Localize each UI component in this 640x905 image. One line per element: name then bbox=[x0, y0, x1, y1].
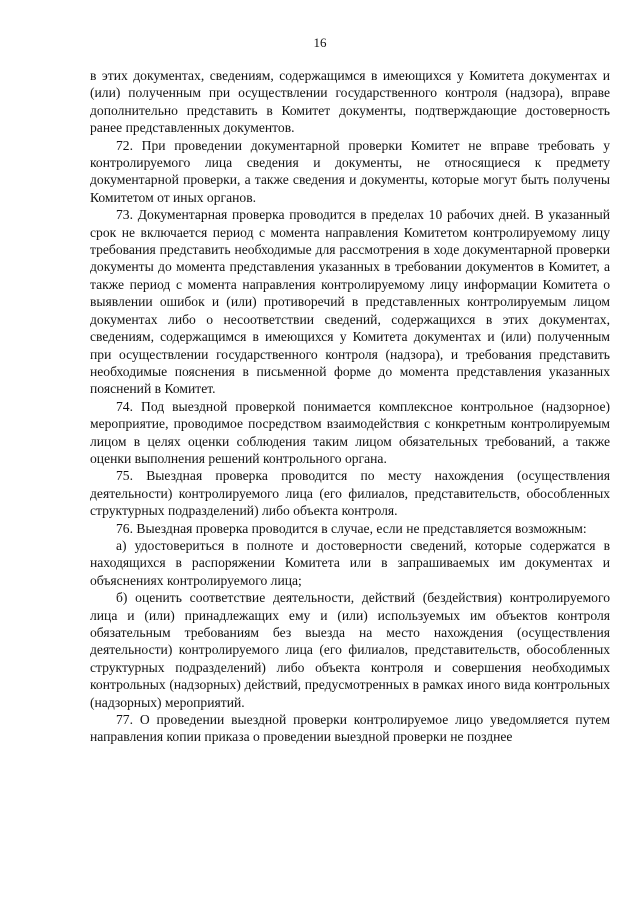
paragraph-continuation: в этих документах, сведениям, содержащимся в имеющихся у Комитета документах и (или) полученным при осуществлении государственного контроля (надзора), вправе дополнительно представить в Комитет документы, подтверждающие достоверность ранее представленных документов. bbox=[90, 68, 610, 136]
paragraph-75: 75. Выездная проверка проводится по месту нахождения (осуществления деятельности) контролируемого лица (его филиалов, представительств, обособленных структурных подразделений) либо объекта контроля. bbox=[90, 468, 610, 519]
page-number: 16 bbox=[313, 35, 327, 50]
document-body bbox=[90, 67, 610, 746]
paragraph-76-item-a: а) удостовериться в полноте и достоверности сведений, которые содержатся в находящихся в распоряжении Комитета или в запрашиваемых им документах и объяснениях контролируемого лица; bbox=[90, 537, 610, 588]
paragraph-77: 77. О проведении выездной проверки контролируемое лицо уведомляется путем направления копии приказа о проведении выездной проверки не позднее bbox=[90, 712, 610, 745]
paragraph-76: 76. Выездная проверка проводится в случае, если не представляется возможным: bbox=[116, 520, 587, 536]
paragraph-74: 74. Под выездной проверкой понимается комплексное контрольное (надзорное) мероприятие, проводимое посредством взаимодействия с конкретным контролируемым лицом в целях оценки соблюдения таким лицом обязательных требований, а также оценки выполнения решений контрольного органа. bbox=[90, 398, 610, 466]
paragraph-73: 73. Документарная проверка проводится в пределах 10 рабочих дней. В указанный срок не включается период с момента направления Комитетом контролируемому лицу требования представить необходимые для рассмотрения в ходе документарной проверки документы до момента представления указанных в требовании документов в Комитет, а также период с момента направления контролируемому лицу информации Комитета о выявлении ошибок и (или) противоречий в представленных контролируемым лицом документах либо о несоответствии сведений, содержащихся в этих документах, сведениям, содержащимся в имеющихся у Комитета документах и (или) полученным при осуществлении государственного контроля (надзора), и требования представить необходимые пояснения в письменной форме до момента представления указанных пояснений в Комитет. bbox=[90, 207, 610, 397]
paragraph-72: 72. При проведении документарной проверки Комитет не вправе требовать у контролируемого лица сведения и документы, не относящиеся к предмету документарной проверки, а также сведения и документы, которые могут быть получены Комитетом от иных органов. bbox=[90, 137, 610, 205]
paragraph-76-item-b: б) оценить соответствие деятельности, действий (бездействия) контролируемого лица и (или) принадлежащих ему и (или) используемых им объектов контроля обязательным требованиям без выезда на место нахождения (осуществления деятельности) контролируемого лица (его филиалов, представительств, обособленных структурных подразделений) либо объекта контроля и совершения необходимых контрольных (надзорных) действий, предусмотренных в рамках иного вида контрольных (надзорных) мероприятий. bbox=[90, 590, 610, 710]
